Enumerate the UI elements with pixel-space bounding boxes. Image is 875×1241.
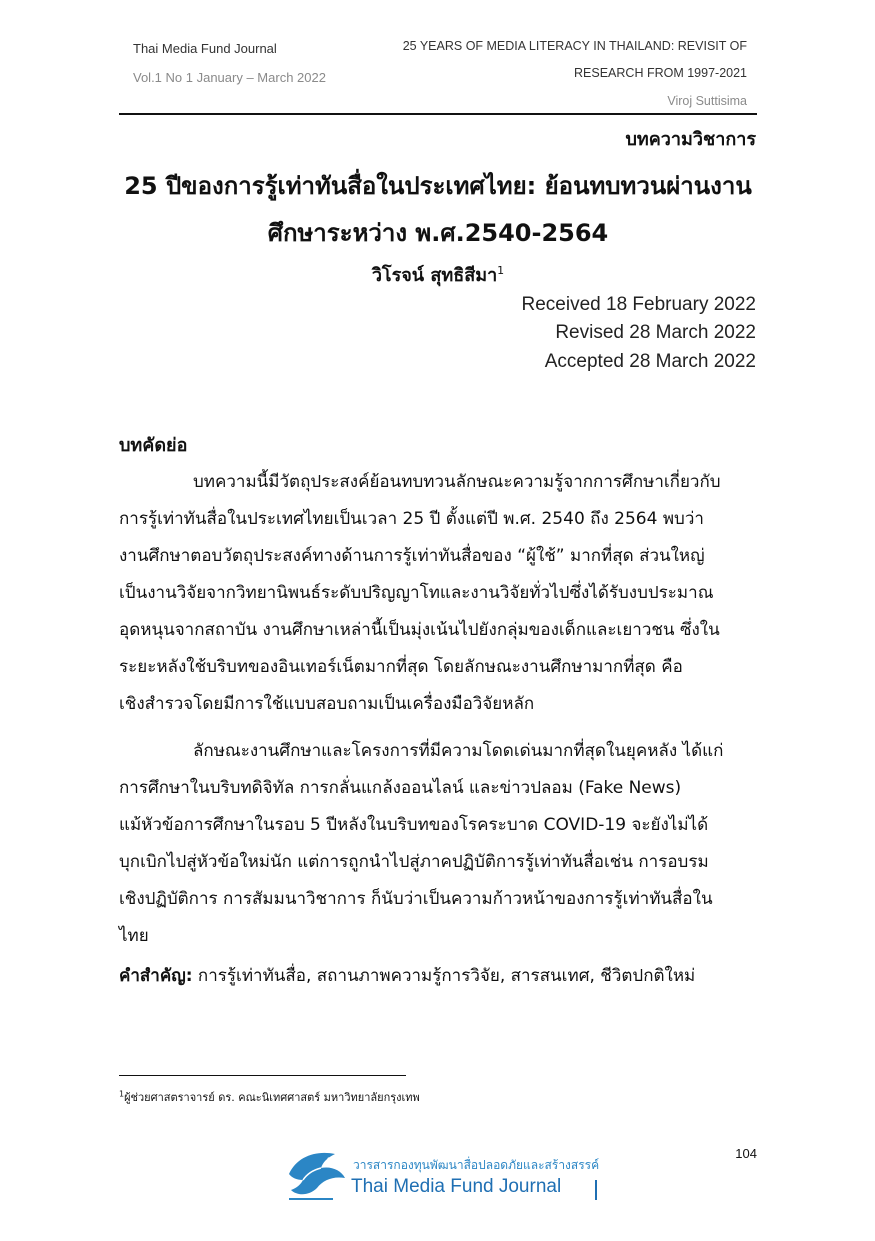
keywords (119, 962, 757, 989)
date-revised: Revised 28 March 2022 (555, 322, 756, 343)
footnote-divider (119, 1075, 406, 1076)
footnote-mark: 1 (119, 1089, 125, 1099)
author-footnote-mark: 1 (497, 264, 505, 277)
abstract-line: แม้หัวข้อการศึกษาในรอบ 5 ปีหลังในบริบทของโรคระบาด COVID-19 จะยังไม่ได้ (119, 815, 709, 835)
journal-logo (283, 1146, 603, 1204)
logo-bar (595, 1180, 597, 1200)
header-divider (119, 113, 757, 115)
abstract-line: ระยะหลังใช้บริบทของอินเทอร์เน็ตมากที่สุด โดยลักษณะงานศึกษามากที่สุด คือ (119, 657, 683, 677)
abstract-line: ลักษณะงานศึกษาและโครงการที่มีความโดดเด่นมากที่สุดในยุคหลัง ได้แก่ (193, 741, 724, 761)
keywords-list: การรู้เท่าทันสื่อ, สถานภาพความรู้การวิจัย, สารสนเทศ, ชีวิตปกติใหม่ (197, 966, 696, 986)
journal-name: Thai Media Fund Journal (133, 41, 277, 56)
logo-thai-text: วารสารกองทุนพัฒนาสื่อปลอดภัยและสร้างสรรค์ (353, 1158, 600, 1172)
article-type: บทความวิชาการ (625, 129, 756, 150)
abstract-line: งานศึกษาตอบวัตถุประสงค์ทางด้านการรู้เท่าทันสื่อของ “ผู้ใช้” มากที่สุด ส่วนใหญ่ (119, 546, 705, 566)
author-name: วิโรจน์ สุทธิสีมา (371, 265, 498, 286)
journal-volume: Vol.1 No 1 January – March 2022 (133, 70, 326, 85)
running-title-line2: RESEARCH FROM 1997-2021 (574, 66, 747, 80)
logo-english-text: Thai Media Fund Journal (351, 1176, 562, 1197)
date-accepted: Accepted 28 March 2022 (544, 351, 756, 372)
article-title-line2: ศึกษาระหว่าง พ.ศ.2540-2564 (267, 219, 609, 247)
abstract-line: บุกเบิกไปสู่หัวข้อใหม่นัก แต่การถูกนำไปสู่ภาคปฏิบัติการรู้เท่าทันสื่อเช่น การอบรม (119, 852, 709, 872)
abstract-line: เป็นงานวิจัยจากวิทยานิพนธ์ระดับปริญญาโทและงานวิจัยทั่วไปซึ่งได้รับงบประมาณ (119, 583, 714, 603)
abstract-line: เชิงสำรวจโดยมีการใช้แบบสอบถามเป็นเครื่องมือวิจัยหลัก (119, 694, 535, 714)
running-author: Viroj Suttisima (667, 94, 747, 108)
article-title-line1: 25 ปีของการรู้เท่าทันสื่อในประเทศไทย: ย้อนทบทวนผ่านงาน (124, 172, 752, 200)
footnote (119, 1088, 420, 1106)
footnote-text: ผู้ช่วยศาสตราจารย์ ดร. คณะนิเทศศาสตร์ มหาวิทยาลัยกรุงเทพ (124, 1091, 420, 1104)
abstract-line: การรู้เท่าทันสื่อในประเทศไทยเป็นเวลา 25 ปี ตั้งแต่ปี พ.ศ. 2540 ถึง 2564 พบว่า (119, 509, 704, 529)
page-number: 104 (735, 1146, 757, 1161)
abstract-heading: บทคัดย่อ (119, 435, 188, 456)
abstract-line: ไทย (119, 926, 149, 946)
dove-logo-icon (283, 1146, 349, 1204)
author (119, 260, 757, 289)
abstract-line: อุดหนุนจากสถาบัน งานศึกษาเหล่านี้เป็นมุ่งเน้นไปยังกลุ่มของเด็กและเยาวชน ซึ่งใน (119, 620, 720, 640)
abstract-line: บทความนี้มีวัตถุประสงค์ย้อนทบทวนลักษณะความรู้จากการศึกษาเกี่ยวกับ (193, 472, 721, 492)
date-received: Received 18 February 2022 (521, 294, 756, 315)
abstract-line: เชิงปฏิบัติการ การสัมมนาวิชาการ ก็นับว่าเป็นความก้าวหน้าของการรู้เท่าทันสื่อใน (119, 889, 713, 909)
running-title-line1: 25 YEARS OF MEDIA LITERACY IN THAILAND: REVISIT OF (402, 39, 747, 53)
abstract-line: การศึกษาในบริบทดิจิทัล การกลั่นแกล้งออนไลน์ และข่าวปลอม (Fake News) (119, 778, 682, 798)
keywords-label: คำสำคัญ: (119, 966, 193, 986)
